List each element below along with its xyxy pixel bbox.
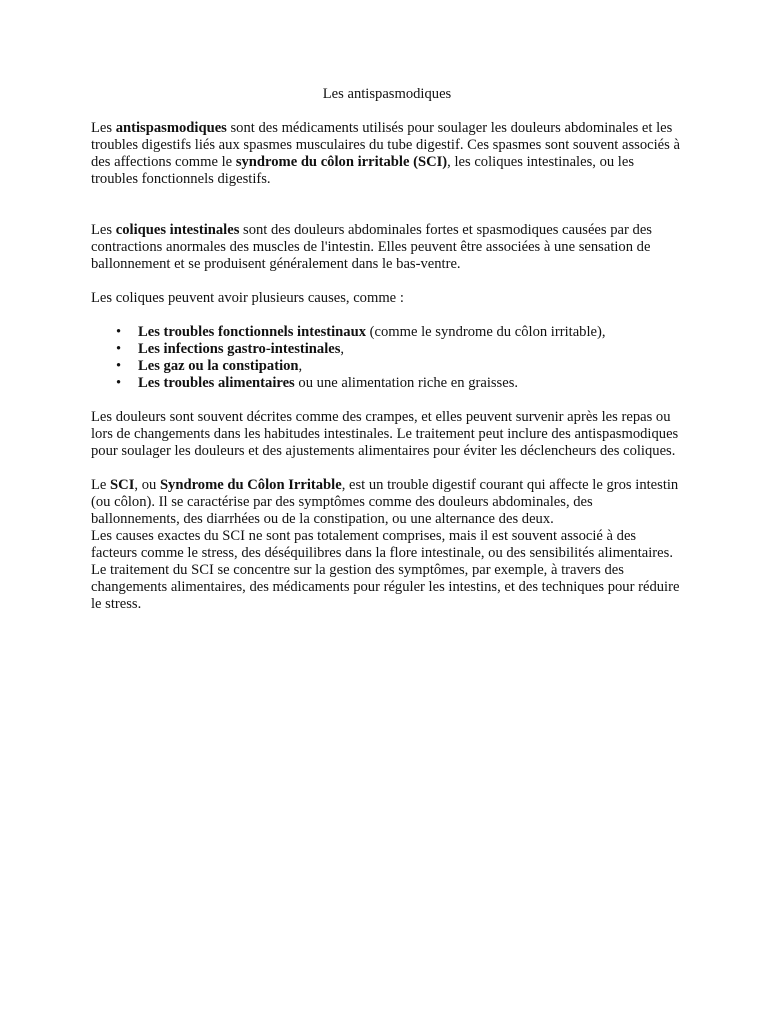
bold-term-sci: syndrome du côlon irritable (SCI) [235, 154, 448, 170]
causes-list [91, 324, 683, 392]
text-run: Le [91, 477, 111, 493]
list-item-text: ou une alimentation riche en graisses. [294, 375, 519, 391]
list-item-bold: Les troubles fonctionnels intestinaux [138, 324, 366, 340]
paragraph-antispasmodiques-intro [91, 120, 683, 188]
text-run: sont des douleurs abdominales fortes et spasmodiques causées par des contractions anormales des muscles de l'intestin. Elles peuvent être associées à une sensation de ballonnement et se produisent généralement dans le bas-ventre. [91, 222, 652, 272]
paragraph-sci-definition [91, 477, 683, 528]
list-item [138, 375, 683, 392]
text-run: , est un trouble digestif courant qui affecte le gros intestin (ou côlon). Il se caractérise par des symptômes comme des douleurs abdominales, des ballonnements, des diarrhées ou de la constipation, ou une alternance des deux. [91, 477, 679, 527]
text-run: Les [91, 120, 116, 136]
list-item-text: , [298, 358, 303, 374]
paragraph-causes-intro: Les coliques peuvent avoir plusieurs causes, comme : [91, 290, 404, 306]
text-run: Les [91, 222, 116, 238]
list-item [138, 324, 683, 341]
paragraph-coliques-definition [91, 222, 683, 273]
document-title: Les antispasmodiques [322, 86, 452, 102]
list-item-text: , [340, 341, 345, 357]
text-run: , ou [134, 477, 160, 493]
list-item-text: (comme le syndrome du côlon irritable), [366, 324, 606, 340]
list-item-bold: Les infections gastro-intestinales [138, 341, 341, 357]
bold-term-coliques-intestinales: coliques intestinales [115, 222, 240, 238]
text-run: sont des médicaments utilisés pour soulager les douleurs abdominales et les troubles digestifs liés aux spasmes musculaires du tube digestif. Ces spasmes sont souvent associés à des affections comme le [91, 120, 680, 170]
document-page [91, 86, 683, 613]
list-item [138, 341, 683, 358]
paragraph-sci-causes: Les causes exactes du SCI ne sont pas totalement comprises, mais il est souvent associé à des facteurs comme le stress, des déséquilibres dans la flore intestinale, ou des sensibilités alimentaires. Le traitement du SCI se concentre sur la gestion des symptômes, par exemple, à travers des changements alimentaires, des médicaments pour réguler les intestins, et des techniques pour réduire le stress. [91, 528, 680, 612]
paragraph-douleurs-description: Les douleurs sont souvent décrites comme des crampes, et elles peuvent survenir après les repas ou lors de changements dans les habitudes intestinales. Le traitement peut inclure des antispasmodiques pour soulager les douleurs et des ajustements alimentaires pour éviter les déclencheurs des coliques. [91, 409, 679, 459]
list-item-bold: Les troubles alimentaires [138, 375, 295, 391]
bold-term-syndrome-colon-irritable: Syndrome du Côlon Irritable [159, 477, 342, 493]
list-item-bold: Les gaz ou la constipation [138, 358, 299, 374]
text-run: , les coliques intestinales, ou les troubles fonctionnels digestifs. [91, 154, 635, 187]
list-item [138, 358, 683, 375]
bold-term-sci-abbrev: SCI [110, 477, 135, 493]
bold-term-antispasmodiques: antispasmodiques [115, 120, 227, 136]
